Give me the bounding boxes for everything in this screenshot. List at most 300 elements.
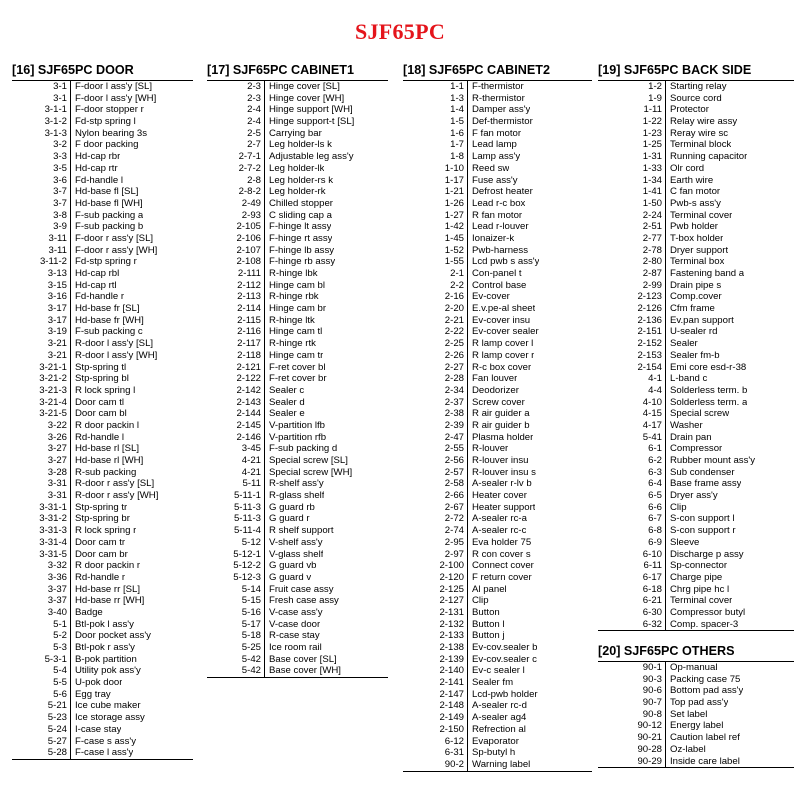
part-name: Special screw [WH] xyxy=(269,466,353,478)
part-name: U-sealer rd xyxy=(670,326,718,338)
table-row xyxy=(598,210,794,222)
part-name: Bottom pad ass'y xyxy=(670,685,744,697)
part-name: Hd-cap rbr xyxy=(75,151,121,163)
part-code: 2-139 xyxy=(439,653,464,665)
part-name: A-sealer rc-c xyxy=(472,525,527,537)
table-row xyxy=(12,350,193,362)
part-name: Ev-c sealer l xyxy=(472,665,525,677)
part-code: 3-27 xyxy=(47,443,67,455)
part-name: Hd-base fr [SL] xyxy=(75,303,140,315)
part-name: A-sealer r-lv b xyxy=(472,478,532,490)
part-name: F-sub packing d xyxy=(269,443,338,455)
part-name: T-box holder xyxy=(670,232,724,244)
part-code: 6-32 xyxy=(642,618,662,630)
table-row xyxy=(12,537,193,549)
table-row xyxy=(598,104,794,116)
table-row xyxy=(207,175,388,187)
part-name: F-door r ass'y [WH] xyxy=(75,244,158,256)
table-row xyxy=(403,198,592,210)
part-name: Source cord xyxy=(670,92,722,104)
part-name: R-louver insu s xyxy=(472,466,536,478)
table-row xyxy=(403,104,592,116)
table-row xyxy=(207,455,388,467)
part-code: 2-51 xyxy=(642,221,662,233)
part-name: Defrost heater xyxy=(472,186,533,198)
part-name: Special screw [SL] xyxy=(269,455,348,466)
part-name: Con-panel t xyxy=(472,268,522,279)
part-code: 2-133 xyxy=(439,630,464,642)
part-name: Fuse ass'y xyxy=(472,174,518,186)
part-name: A-sealer rc-d xyxy=(472,700,527,712)
table-row xyxy=(12,233,193,245)
table-row xyxy=(403,537,592,549)
part-name: F-hinge rt assy xyxy=(269,232,333,244)
table-row xyxy=(207,128,388,140)
part-code: 90-28 xyxy=(637,743,662,755)
part-name: Discharge p assy xyxy=(670,548,744,560)
part-name: Egg tray xyxy=(75,688,111,700)
part-name: Terminal cover xyxy=(670,209,733,221)
part-code: 1-26 xyxy=(444,197,464,209)
parts-table xyxy=(598,661,794,768)
table-row xyxy=(598,315,794,327)
part-code: 3-21 xyxy=(47,349,67,361)
part-name: Hinge cam tr xyxy=(269,349,324,361)
table-row xyxy=(598,175,794,187)
part-code: 2-113 xyxy=(237,291,261,303)
table-row xyxy=(403,724,592,736)
table-row xyxy=(207,245,388,257)
part-name: Sealer fm-b xyxy=(670,349,720,361)
part-code: 3-6 xyxy=(53,174,67,186)
part-code: 2-26 xyxy=(444,349,464,361)
part-name: R-louver xyxy=(472,443,509,455)
part-code: 3-21-3 xyxy=(39,384,67,396)
part-name: G guard vb xyxy=(269,560,317,572)
part-name: Btl-pok l ass'y xyxy=(75,618,134,630)
part-name: Fastening band a xyxy=(670,268,745,279)
part-code: 2-144 xyxy=(236,408,261,420)
part-code: 3-2 xyxy=(53,139,67,151)
part-code: 2-120 xyxy=(439,571,464,583)
part-code: 3-22 xyxy=(47,419,67,431)
table-row xyxy=(12,747,193,759)
part-code: 1-1 xyxy=(450,81,464,92)
part-name: Hd-base fl [SL] xyxy=(75,186,139,198)
part-name: F-hinge lt assy xyxy=(269,221,332,233)
table-row xyxy=(403,362,592,374)
table-row xyxy=(403,759,592,771)
part-name: F-thermistor xyxy=(472,81,524,92)
table-row xyxy=(403,490,592,502)
table-row xyxy=(207,338,388,350)
table-row xyxy=(403,595,592,607)
part-name: S-con support r xyxy=(670,525,736,537)
part-code: 6-31 xyxy=(444,747,464,759)
part-name: F return cover xyxy=(472,571,532,583)
part-code: 5-25 xyxy=(241,642,261,653)
table-row xyxy=(403,700,592,712)
part-name: R-door l ass'y [WH] xyxy=(75,349,158,361)
table-row xyxy=(403,186,592,198)
table-row xyxy=(403,373,592,385)
part-name: E.v.pe-al sheet xyxy=(472,303,536,315)
part-name: L-band c xyxy=(670,373,708,385)
part-name: Heater cover xyxy=(472,490,527,502)
part-code: 4-17 xyxy=(642,419,662,431)
part-code: 3-32 xyxy=(47,560,67,572)
part-name: Ice room rail xyxy=(269,642,322,653)
part-code: 90-8 xyxy=(642,708,662,720)
part-name: Lcd pwb s ass'y xyxy=(472,256,540,268)
table-row xyxy=(207,139,388,151)
part-code: 2-25 xyxy=(444,338,464,350)
part-code: 3-45 xyxy=(241,443,261,455)
part-name: R door packin l xyxy=(75,419,139,431)
part-name: Door pocket ass'y xyxy=(75,630,151,642)
part-code: 2-127 xyxy=(439,595,464,607)
table-row xyxy=(12,93,193,105)
part-name: Sealer c xyxy=(269,384,305,396)
part-name: Hd-base rl [WH] xyxy=(75,455,144,466)
part-name: R-case stay xyxy=(269,630,320,642)
part-code: 5-18 xyxy=(241,630,261,642)
part-code: 3-1 xyxy=(53,92,67,104)
table-row xyxy=(598,685,794,697)
part-name: F-case s ass'y xyxy=(75,735,137,747)
table-row xyxy=(12,420,193,432)
part-code: 1-7 xyxy=(450,139,464,151)
part-name: Protector xyxy=(670,104,709,116)
table-row xyxy=(598,502,794,514)
part-name: Leg holder-lk xyxy=(269,162,325,174)
part-name: Fd-stp spring l xyxy=(75,116,136,128)
part-code: 5-5 xyxy=(53,677,67,689)
part-name: R-glass shelf xyxy=(269,490,325,502)
part-code: 2-66 xyxy=(444,490,464,502)
table-row xyxy=(403,525,592,537)
part-code: 5-4 xyxy=(53,665,67,677)
table-row xyxy=(598,420,794,432)
part-name: Ice cube maker xyxy=(75,700,141,712)
table-row xyxy=(598,674,794,686)
part-name: V-partition rfb xyxy=(269,431,327,443)
table-row xyxy=(12,198,193,210)
part-code: 2-153 xyxy=(637,349,662,361)
table-row xyxy=(207,408,388,420)
part-name: Hinge cam br xyxy=(269,303,327,315)
part-name: R-thermistor xyxy=(472,92,525,104)
part-name: Set label xyxy=(670,708,708,720)
part-name: Pwb holder xyxy=(670,221,718,233)
table-row xyxy=(403,736,592,748)
table-row xyxy=(207,362,388,374)
part-code: 2-121 xyxy=(236,361,261,373)
part-name: Base cover [SL] xyxy=(269,653,337,665)
part-code: 6-30 xyxy=(642,606,662,618)
part-code: 5-11-3 xyxy=(233,501,261,513)
part-name: R-door r ass'y [SL] xyxy=(75,478,155,490)
part-code: 5-17 xyxy=(241,618,261,630)
part-code: 4-21 xyxy=(241,455,261,466)
table-row xyxy=(12,513,193,525)
part-name: R air guider b xyxy=(472,419,530,431)
part-name: A-sealer rc-a xyxy=(472,513,527,525)
table-row xyxy=(598,303,794,315)
table-row xyxy=(598,256,794,268)
table-row xyxy=(598,478,794,490)
table-row xyxy=(207,525,388,537)
table-row xyxy=(403,572,592,584)
part-code: 2-57 xyxy=(444,466,464,478)
table-row xyxy=(207,630,388,642)
part-name: Deodorizer xyxy=(472,384,519,396)
table-row xyxy=(403,338,592,350)
part-name: F-door l ass'y [WH] xyxy=(75,92,157,104)
part-name: Rubber mount ass'y xyxy=(670,455,756,466)
part-name: Base cover [WH] xyxy=(269,665,341,677)
table-row xyxy=(207,549,388,561)
part-name: R-shelf ass'y xyxy=(269,478,324,490)
table-row xyxy=(598,373,794,385)
table-row xyxy=(598,221,794,233)
part-code: 2-7-1 xyxy=(238,151,261,163)
part-code: 6-3 xyxy=(648,466,662,478)
part-code: 5-11 xyxy=(242,478,261,490)
table-row xyxy=(403,478,592,490)
part-name: Refrection al xyxy=(472,723,526,735)
part-name: Button xyxy=(472,606,500,618)
part-name: Badge xyxy=(75,606,103,618)
table-row xyxy=(207,537,388,549)
part-code: 2-20 xyxy=(444,303,464,315)
table-row xyxy=(12,689,193,701)
table-row xyxy=(207,642,388,654)
part-name: Ev-cover sealer xyxy=(472,326,539,338)
part-name: Sealer e xyxy=(269,408,305,420)
parts-table xyxy=(12,80,193,760)
part-name: R-louver insu xyxy=(472,455,529,466)
part-code: 6-8 xyxy=(648,525,662,537)
table-row xyxy=(207,233,388,245)
section-heading: [19] SJF65PC BACK SIDE xyxy=(598,63,752,77)
part-code: 2-148 xyxy=(439,700,464,712)
part-name: F-case l ass'y xyxy=(75,747,134,759)
part-code: 3-21-2 xyxy=(39,373,67,385)
part-code: 5-24 xyxy=(47,723,67,735)
part-name: Dryer ass'y xyxy=(670,490,718,502)
table-row xyxy=(403,303,592,315)
part-code: 3-3 xyxy=(53,151,67,163)
part-name: I-case stay xyxy=(75,723,122,735)
part-code: 2-152 xyxy=(637,338,662,350)
part-code: 1-17 xyxy=(444,174,464,186)
part-name: Drain pan xyxy=(670,431,712,443)
part-name: Door cam br xyxy=(75,548,128,560)
part-name: Ev-cov.sealer c xyxy=(472,653,537,665)
part-code: 2-1 xyxy=(450,268,464,279)
table-row xyxy=(598,662,794,674)
part-name: Sp-butyl h xyxy=(472,747,516,759)
part-name: F-hinge lb assy xyxy=(269,244,335,256)
part-name: R-door r ass'y [WH] xyxy=(75,490,159,502)
part-name: Ice storage assy xyxy=(75,712,145,724)
part-code: 5-3 xyxy=(53,642,67,653)
part-code: 2-39 xyxy=(444,419,464,431)
part-name: Screw cover xyxy=(472,396,525,408)
part-name: Hd-base rr [SL] xyxy=(75,583,141,595)
table-row xyxy=(207,373,388,385)
part-name: Door cam tl xyxy=(75,396,125,408)
part-name: Stp-spring br xyxy=(75,513,130,525)
part-name: Plasma holder xyxy=(472,431,534,443)
part-code: 5-42 xyxy=(241,665,261,677)
table-row xyxy=(207,116,388,128)
part-code: 2-28 xyxy=(444,373,464,385)
part-code: 6-11 xyxy=(643,560,662,572)
table-row xyxy=(207,151,388,163)
table-row xyxy=(207,210,388,222)
table-row xyxy=(403,256,592,268)
part-code: 1-55 xyxy=(444,256,464,268)
part-name: Ev-cover insu xyxy=(472,314,531,326)
part-name: Emi core esd-r-38 xyxy=(670,361,747,373)
part-name: Hinge support [WH] xyxy=(269,104,353,116)
part-name: Hinge support-t [SL] xyxy=(269,116,355,128)
table-row xyxy=(403,233,592,245)
part-name: Op-manual xyxy=(670,662,718,673)
table-row xyxy=(598,268,794,280)
table-row xyxy=(207,654,388,666)
table-row xyxy=(403,584,592,596)
table-row xyxy=(403,665,592,677)
part-code: 3-16 xyxy=(47,291,67,303)
part-code: 3-17 xyxy=(47,303,67,315)
table-row xyxy=(12,256,193,268)
part-name: Olr cord xyxy=(670,162,705,174)
part-name: Terminal cover xyxy=(670,595,733,607)
part-name: Warning label xyxy=(472,758,531,770)
table-row xyxy=(403,245,592,257)
part-name: R-hinge lbk xyxy=(269,268,318,279)
table-row xyxy=(12,163,193,175)
part-code: 3-21-4 xyxy=(39,396,67,408)
part-name: Utility pok ass'y xyxy=(75,665,141,677)
table-row xyxy=(598,744,794,756)
part-name: U-pok door xyxy=(75,677,123,689)
table-row xyxy=(403,443,592,455)
table-row xyxy=(12,291,193,303)
table-row xyxy=(403,420,592,432)
part-code: 2-93 xyxy=(241,209,261,221)
part-name: Pwb-harness xyxy=(472,244,528,256)
table-row xyxy=(598,584,794,596)
part-name: R door packin r xyxy=(75,560,141,572)
table-row xyxy=(403,712,592,724)
part-name: Ev-cover xyxy=(472,291,510,303)
table-row xyxy=(403,455,592,467)
table-row xyxy=(12,186,193,198)
part-name: Rd-handle r xyxy=(75,571,126,583)
part-code: 2-49 xyxy=(241,197,261,209)
part-code: 4-21 xyxy=(241,466,261,478)
part-code: 90-1 xyxy=(642,662,662,673)
part-code: 1-21 xyxy=(444,186,464,198)
part-code: 2-150 xyxy=(439,723,464,735)
part-name: Lamp ass'y xyxy=(472,151,521,163)
part-code: 2-72 xyxy=(444,513,464,525)
part-name: Reray wire sc xyxy=(670,127,729,139)
part-name: R air guider a xyxy=(472,408,530,420)
part-code: 2-97 xyxy=(444,548,464,560)
table-row xyxy=(207,93,388,105)
table-row xyxy=(598,139,794,151)
part-name: Btl-pok r ass'y xyxy=(75,642,135,653)
table-row xyxy=(598,607,794,619)
part-code: 1-23 xyxy=(642,127,662,139)
part-code: 5-27 xyxy=(47,735,67,747)
part-code: 1-2 xyxy=(648,81,662,92)
part-name: Carrying bar xyxy=(269,127,322,139)
part-code: 1-31 xyxy=(642,151,662,163)
table-row xyxy=(12,326,193,338)
part-name: R-sub packing xyxy=(75,466,137,478)
part-code: 3-13 xyxy=(47,268,67,279)
table-row xyxy=(403,221,592,233)
part-code: 2-77 xyxy=(642,232,662,244)
part-code: 2-7-2 xyxy=(238,162,261,174)
table-row xyxy=(12,619,193,631)
table-row xyxy=(403,677,592,689)
part-name: Hd-cap rtr xyxy=(75,162,118,174)
table-row xyxy=(598,280,794,292)
part-code: 3-11 xyxy=(48,244,67,256)
part-code: 90-12 xyxy=(637,720,662,732)
table-row xyxy=(207,81,388,93)
part-code: 5-12 xyxy=(241,536,261,548)
part-name: Dryer support xyxy=(670,244,729,256)
table-row xyxy=(207,385,388,397)
table-row xyxy=(403,642,592,654)
part-code: 5-42 xyxy=(241,653,261,665)
part-name: Fd-handle r xyxy=(75,291,125,303)
table-row xyxy=(403,128,592,140)
part-name: R lamp cover l xyxy=(472,338,534,350)
part-name: Terminal box xyxy=(670,256,725,268)
part-name: Washer xyxy=(670,419,703,431)
part-name: Cfm frame xyxy=(670,303,715,315)
part-code: 3-11-2 xyxy=(39,256,67,268)
part-name: Chilled stopper xyxy=(269,197,333,209)
part-code: 5-6 xyxy=(53,688,67,700)
section-cabinet1 xyxy=(207,62,388,678)
part-name: Leg holder-rs k xyxy=(269,174,333,186)
table-row xyxy=(12,712,193,724)
part-code: 2-116 xyxy=(237,326,261,338)
table-row xyxy=(12,467,193,479)
part-code: 3-5 xyxy=(53,162,67,174)
part-name: F-hinge rb assy xyxy=(269,256,336,268)
table-row xyxy=(12,139,193,151)
table-row xyxy=(598,245,794,257)
part-code: 2-132 xyxy=(439,618,464,630)
part-code: 6-18 xyxy=(642,583,662,595)
table-row xyxy=(403,268,592,280)
part-name: Hd-base rr [WH] xyxy=(75,595,145,607)
table-row xyxy=(598,709,794,721)
part-code: 2-106 xyxy=(236,232,261,244)
table-row xyxy=(403,560,592,572)
